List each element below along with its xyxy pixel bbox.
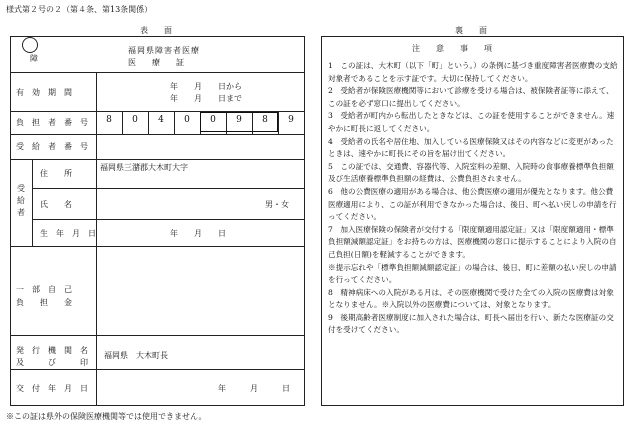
notes-list bbox=[328, 60, 620, 337]
valid-from: 年 月 日から bbox=[170, 82, 242, 91]
card-subtitle: 医 療 証 bbox=[128, 58, 184, 67]
issue-date-label: 交 付 年 月 日 bbox=[16, 384, 88, 393]
note-item: 2 受給者が保険医療機関等において診療を受ける場合は、被保険者証等に添えて、この証を必ず窓口に提出してください。 bbox=[328, 86, 614, 108]
note-item: 8 精神病床への入院がある月は、その医療機関で受けた全ての入院の医療費は対象となりません。※入院以外の医療費については、対象となります。 bbox=[328, 287, 614, 310]
address-label: 住 所 bbox=[40, 169, 72, 178]
name-label: 氏 名 bbox=[40, 200, 72, 209]
note-item: 4 受給者の氏名や居住地、加入している医療保険又はその内容などに変更があったときは、速やかに町長にその旨を届け出てください。 bbox=[328, 136, 614, 159]
payer-digit: 4 bbox=[158, 115, 164, 125]
sex-value: 男・女 bbox=[265, 200, 289, 209]
issuer-value: 福岡県 大木町長 bbox=[104, 351, 168, 360]
footer-note: ※この証は県外の保険医療機関等では使用できません。 bbox=[6, 412, 207, 421]
card-title: 福岡県障害者医療 bbox=[128, 46, 200, 55]
note-item: 1 この証は、大木町（以下「町」という。）の条例に基づき重度障害者医療費の支給対象者であることを示す証です。大切に保持してください。 bbox=[328, 61, 618, 83]
note-item: 3 受給者が町内から転出したときなどは、この証を使用することができません。速やかに町長に返してください。 bbox=[328, 111, 615, 133]
payer-number-label: 負 担 者 番 号 bbox=[16, 118, 88, 127]
note-item: 9 後期高齢者医療制度に加入された場合は、町長へ届出を行い、新たな医療証の交付を受けてください。 bbox=[328, 312, 614, 335]
seal-circle-icon bbox=[22, 37, 38, 53]
copay-label-2: 負 担 金 bbox=[16, 298, 72, 307]
payer-digit: 9 bbox=[236, 115, 242, 125]
issuer-label-2: 及 び 印 bbox=[16, 358, 88, 367]
notes-title: 注 意 事 項 bbox=[412, 44, 492, 53]
recipient-label: 受給者 bbox=[17, 184, 25, 217]
payer-digit: 0 bbox=[210, 115, 216, 125]
birth-date-label: 生 年 月 日 bbox=[40, 229, 96, 238]
birth-date-value: 年 月 日 bbox=[170, 229, 226, 238]
note-item: 7 加入医療保険の保険者が交付する「限度額適用認定証」又は「限度額適用・標準負担額減額認定証」をお持ちの方は、医療機関の窓口に提示することにより入院の自己負担(日額)を軽減することができます。 bbox=[328, 224, 617, 259]
payer-digit: 8 bbox=[106, 115, 112, 125]
note-item: 5 この証では、交通費、容器代等、入院室料の差額、入院時の食事療養標準負担額及び生活療養標準負担額の経費は、公費負担されません。 bbox=[328, 161, 614, 184]
recipient-number-label: 受 給 者 番 号 bbox=[16, 142, 88, 151]
form-number: 様式第２号の２（第４条、第13条関係） bbox=[6, 5, 153, 14]
note-item: 6 他の公費医療の適用がある場合は、他公費医療の適用が優先となります。他公費医療適用により、この証が利用できなかった場合は、後日、町へ払い戻しの申請を行ってください。 bbox=[328, 186, 617, 222]
issue-date-value: 年 月 日 bbox=[218, 384, 290, 393]
payer-digit: 0 bbox=[184, 115, 190, 125]
back-side-label: 裏 面 bbox=[455, 26, 487, 35]
seal-character: 障 bbox=[30, 54, 38, 63]
copay-label: 一 部 自 己 bbox=[16, 285, 72, 294]
valid-to: 年 月 日まで bbox=[170, 94, 242, 103]
front-side-label: 表 面 bbox=[140, 26, 172, 35]
valid-period-label: 有 効 期 間 bbox=[16, 88, 72, 97]
note-item: ※提示忘れや「標準負担額減額認定証」の場合は、後日、町に差額の払い戻しの申請を行ってください。 bbox=[328, 262, 617, 285]
address-value: 福岡県三潴郡大木町大字 bbox=[100, 163, 188, 172]
payer-digit: 0 bbox=[132, 115, 138, 125]
payer-digit: 9 bbox=[288, 115, 294, 125]
payer-digit: 8 bbox=[262, 115, 268, 125]
issuer-label: 発 行 機 関 名 bbox=[16, 346, 88, 355]
